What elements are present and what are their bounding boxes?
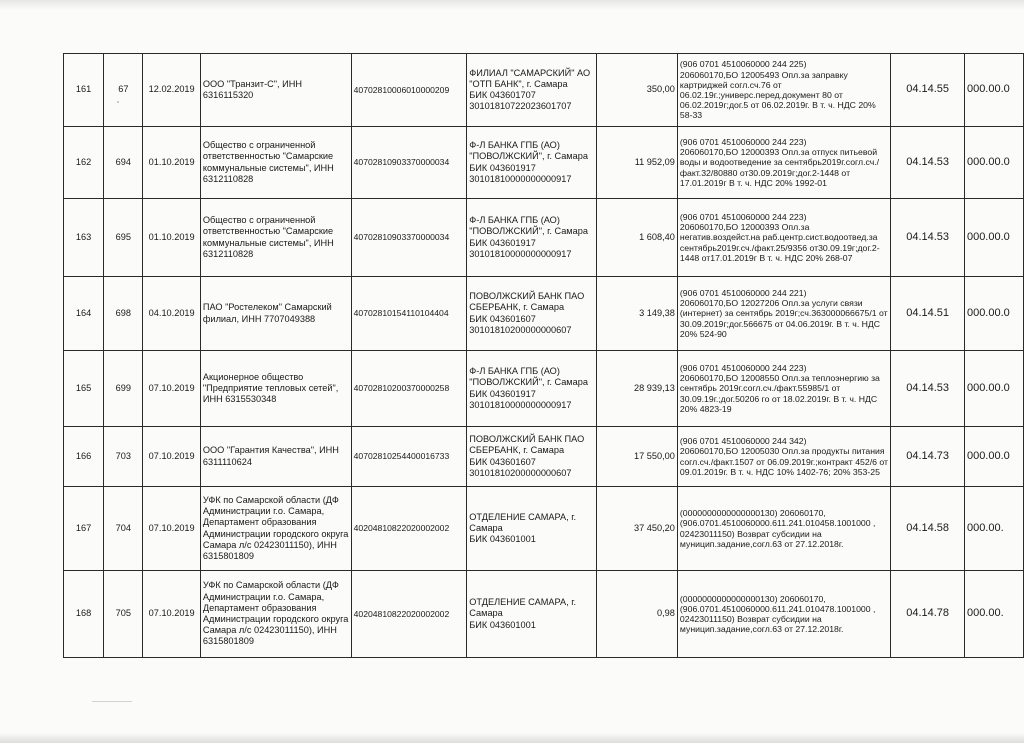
doc-number: 705: [104, 571, 143, 658]
payment-date: 01.10.2019: [143, 127, 200, 199]
payee-name: ООО "Гарантия Качества", ИНН 6311110624: [200, 427, 351, 487]
table-row: [64, 571, 1024, 658]
doc-number: 699: [104, 351, 143, 427]
payee-name: УФК по Самарской области (ДФ Администрации г.о. Самара, Департамент образования Администрации городского округа Самара л/с 02423011150), ИНН 6315801809: [200, 571, 351, 658]
payee-name: ООО "Транзит-С", ИНН 6316115320: [200, 54, 351, 127]
account-number: 40702810200370000258: [351, 351, 467, 427]
amount: 37 450,20: [597, 487, 678, 571]
payment-date: 07.10.2019: [143, 571, 200, 658]
amount: 17 550,00: [597, 427, 678, 487]
payment-date: 01.10.2019: [143, 199, 200, 277]
bank-details: Ф-Л БАНКА ГПБ (АО) "ПОВОЛЖСКИЙ", г. Самара БИК 043601917 30101810000000000917: [467, 199, 597, 277]
amount: 3 149,38: [597, 277, 678, 351]
table-row: [64, 277, 1024, 351]
extra-code: 000.00.: [964, 571, 1023, 658]
budget-code: 04.14.55: [891, 54, 965, 127]
account-number: 40702810903370000034: [351, 127, 467, 199]
table-row: [64, 487, 1024, 571]
doc-number: 67: [104, 54, 143, 127]
doc-number: 695: [104, 199, 143, 277]
budget-code: 04.14.58: [891, 487, 965, 571]
payee-name: ПАО "Ростелеком" Самарский филиал, ИНН 7707049388: [200, 277, 351, 351]
payment-purpose: (906 0701 4510060000 244 221) 206060170,БО 12027206 Опл.за услуги связи (интернет) за сентябрь 2019г;сч.363000066675/1 от 30.09.2019г;дог.566675 от 04.06.2019г. В т. ч. НДС 20% 524-90: [677, 277, 890, 351]
table-row: [64, 127, 1024, 199]
row-number: 164: [64, 277, 104, 351]
payment-purpose: (906 0701 4510060000 244 225) 206060170,БО 12005493 Опл.за заправку картриджей согл.сч.76 от 06.02.19г.;универс.перед.документ 80 от 06.02.2019г;дог.5 от 06.02.2019г. В т. ч. НДС 20% 58-33: [677, 54, 890, 127]
table-row: [64, 427, 1024, 487]
budget-code: 04.14.51: [891, 277, 965, 351]
payment-purpose: (0000000000000000130) 206060170, (906.0701.4510060000.611.241.010458.1001000 , 02423011150) Возврат субсидии на муницип.задание,согл.63 от 27.12.2018г.: [677, 487, 890, 571]
doc-number: 698: [104, 277, 143, 351]
doc-number: 694: [104, 127, 143, 199]
bank-details: ПОВОЛЖСКИЙ БАНК ПАО СБЕРБАНК, г. Самара БИК 043601607 30101810200000000607: [467, 427, 597, 487]
extra-code: 000.00.0: [964, 127, 1023, 199]
account-number: 40702810154110104404: [351, 277, 467, 351]
payee-name: Общество с ограниченной ответственностью "Самарские коммунальные системы", ИНН 6312110828: [200, 199, 351, 277]
amount: 11 952,09: [597, 127, 678, 199]
scan-speck: [92, 701, 132, 702]
amount: 0,98: [597, 571, 678, 658]
extra-code: 000.00.0: [964, 427, 1023, 487]
row-number: 163: [64, 199, 104, 277]
account-number: 40702810254400016733: [351, 427, 467, 487]
row-number: 165: [64, 351, 104, 427]
extra-code: 000.00.0: [964, 351, 1023, 427]
scan-bottom-edge: [0, 733, 1024, 743]
extra-code: 000.00.: [964, 487, 1023, 571]
budget-code: 04.14.53: [891, 199, 965, 277]
payment-date: 07.10.2019: [143, 351, 200, 427]
budget-code: 04.14.53: [891, 127, 965, 199]
table-row: [64, 199, 1024, 277]
row-number: 161: [64, 54, 104, 127]
budget-code: 04.14.73: [891, 427, 965, 487]
payment-purpose: (906 0701 4510060000 244 223) 206060170,БО 12000393 Опл.за отпуск питьевой воды и водоотведение за сентябрь2019г.согл.сч./факт.32/80880 от30.09.2019г;дог.2-1448 от 17.01.2019г В т. ч. НДС 20% 1992-01: [677, 127, 890, 199]
bank-details: ОТДЕЛЕНИЕ САМАРА, г. Самара БИК 043601001: [467, 487, 597, 571]
budget-code: 04.14.53: [891, 351, 965, 427]
extra-code: 000.00.0: [964, 54, 1023, 127]
extra-code: 000.00.0: [964, 277, 1023, 351]
payee-name: Акционерное общество "Предприятие тепловых сетей", ИНН 6315530348: [200, 351, 351, 427]
payments-table: [63, 53, 1024, 658]
account-number: 40204810822020002002: [351, 487, 467, 571]
account-number: 40702810006010000209: [351, 54, 467, 127]
amount: 1 608,40: [597, 199, 678, 277]
row-number: 168: [64, 571, 104, 658]
row-number: 162: [64, 127, 104, 199]
doc-number: 704: [104, 487, 143, 571]
row-number: 166: [64, 427, 104, 487]
extra-code: 000.00.0: [964, 199, 1023, 277]
amount: 350,00: [597, 54, 678, 127]
payment-date: 07.10.2019: [143, 427, 200, 487]
row-number: 167: [64, 487, 104, 571]
payment-date: 12.02.2019: [143, 54, 200, 127]
payment-purpose: (0000000000000000130) 206060170, (906.0701.4510060000.611.241.010478.1001000 , 02423011150) Возврат субсидии на муницип.задание,согл.63 от 27.12.2018г.: [677, 571, 890, 658]
bank-details: Ф-Л БАНКА ГПБ (АО) "ПОВОЛЖСКИЙ", г. Самара БИК 043601917 30101810000000000917: [467, 351, 597, 427]
payee-name: УФК по Самарской области (ДФ Администрации г.о. Самара, Департамент образования Администрации городского округа Самара л/с 02423011150), ИНН 6315801809: [200, 487, 351, 571]
payee-name: Общество с ограниченной ответственностью "Самарские коммунальные системы", ИНН 6312110828: [200, 127, 351, 199]
payment-date: 04.10.2019: [143, 277, 200, 351]
payment-purpose: (906 0701 4510060000 244 223) 206060170,БО 12000393 Опл.за негатив.воздейст.на раб.центр.сист.водоотвед.за сентябрь2019г.сч./факт.25/9356 от30.09.19г;дог.2-1448 от17.01.2019г В т. ч. НДС 20% 268-07: [677, 199, 890, 277]
amount: 28 939,13: [597, 351, 678, 427]
account-number: 40702810903370000034: [351, 199, 467, 277]
doc-number: 703: [104, 427, 143, 487]
payment-purpose: (906 0701 4510060000 244 342) 206060170,БО 12005030 Опл.за продукты питания согл.сч./факт.1507 от 06.09.2019г.;контракт 452/6 от 09.01.2019г. В т. ч. НДС 10% 1402-76; 20% 353-25: [677, 427, 890, 487]
payment-purpose: (906 0701 4510060000 244 223) 206060170,БО 12008550 Опл.за теплоэнергию за сентябрь 2019г.согл.сч./факт.55985/1 от 30.09.19г.;дог.50206 го от 18.02.2019г. В т. ч. НДС 20% 4823-19: [677, 351, 890, 427]
scan-top-edge: [0, 0, 1024, 10]
bank-details: ПОВОЛЖСКИЙ БАНК ПАО СБЕРБАНК, г. Самара БИК 043601607 30101810200000000607: [467, 277, 597, 351]
bank-details: ОТДЕЛЕНИЕ САМАРА, г. Самара БИК 043601001: [467, 571, 597, 658]
table-row: [64, 54, 1024, 127]
table-row: [64, 351, 1024, 427]
payment-date: 07.10.2019: [143, 487, 200, 571]
account-number: 40204810822020002002: [351, 571, 467, 658]
bank-details: Ф-Л БАНКА ГПБ (АО) "ПОВОЛЖСКИЙ", г. Самара БИК 043601917 30101810000000000917: [467, 127, 597, 199]
budget-code: 04.14.78: [891, 571, 965, 658]
bank-details: ФИЛИАЛ "САМАРСКИЙ" АО "ОТП БАНК", г. Самара БИК 043601707 30101810722023601707: [467, 54, 597, 127]
